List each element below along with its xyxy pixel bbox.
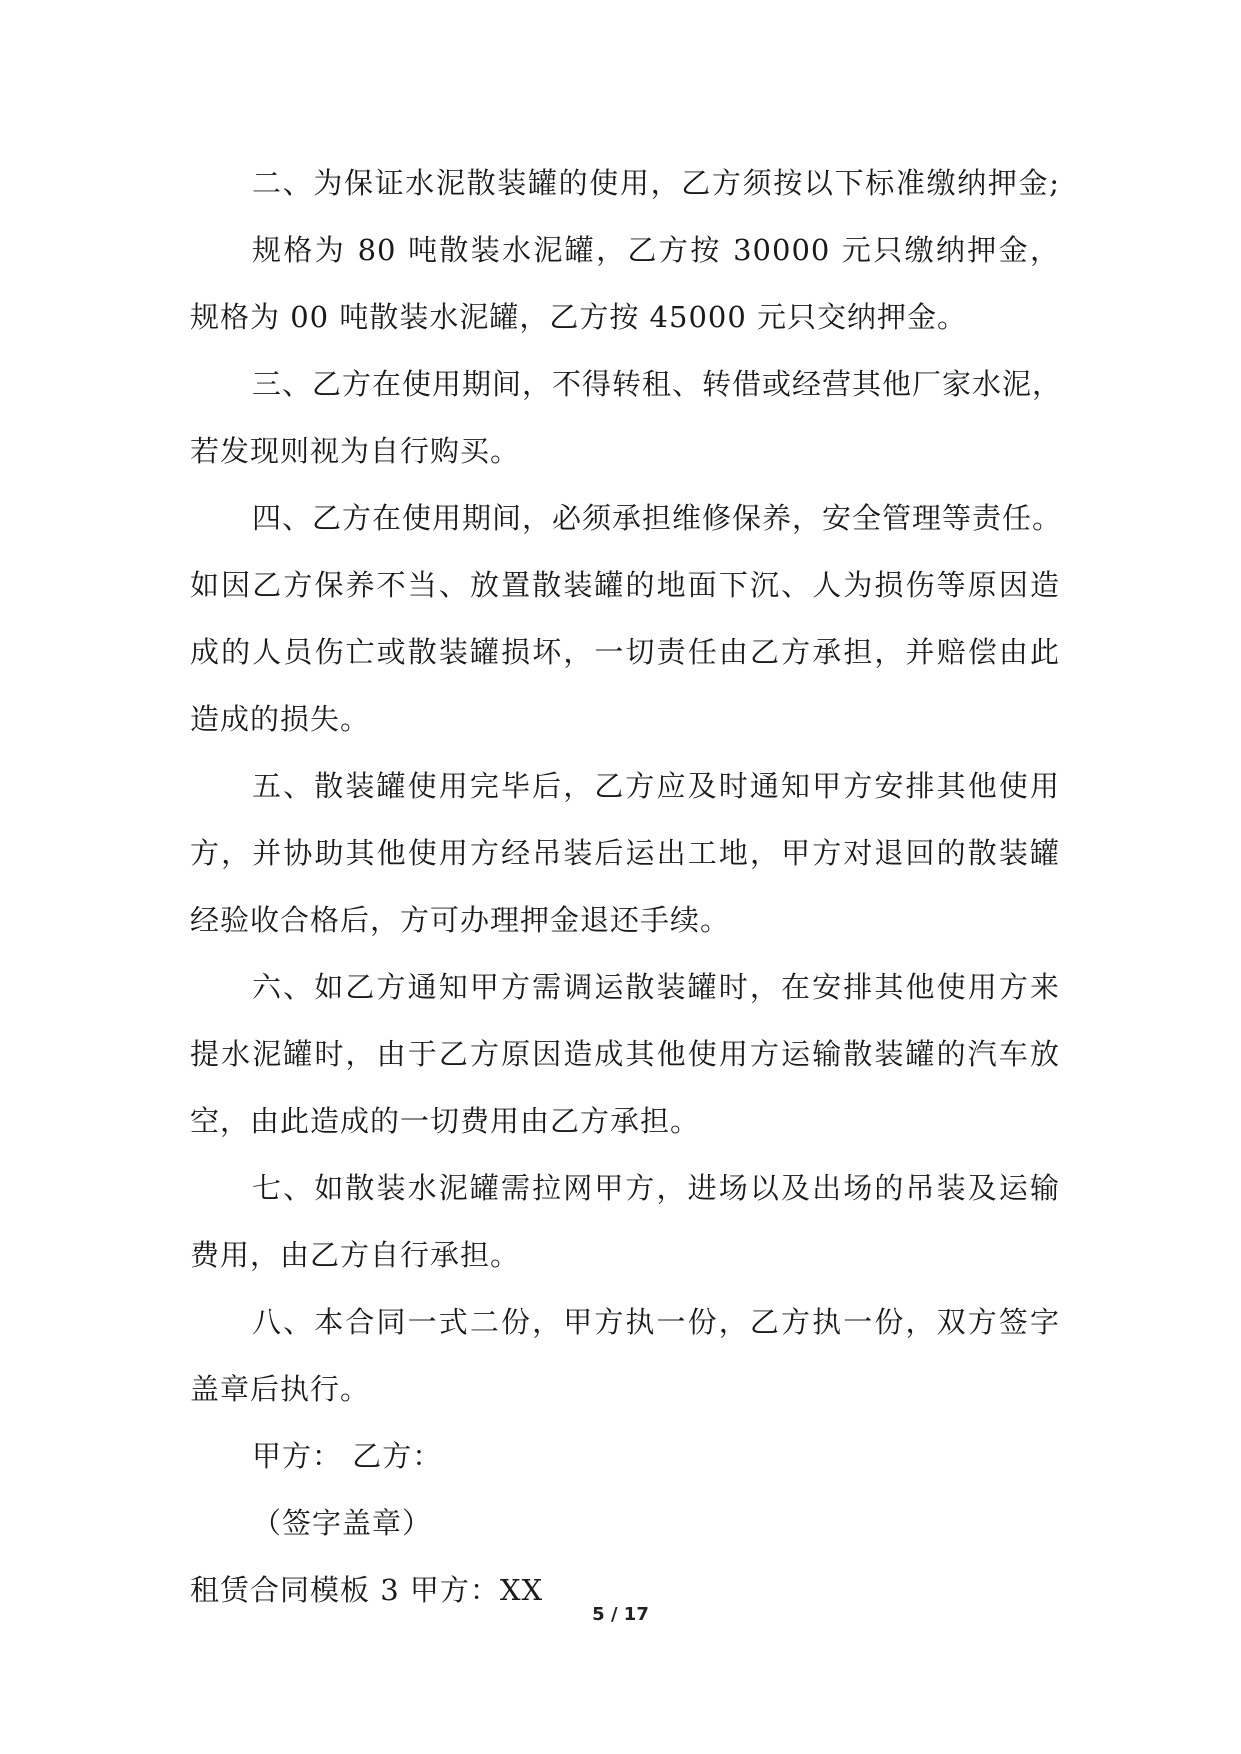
clause-5-line-2: 方，并协助其他使用方经吊装后运出工地，甲方对退回的散装罐: [190, 836, 1060, 870]
page-number: 5 / 17: [592, 1604, 649, 1625]
clause-3-line-1: 三、乙方在使用期间，不得转租、转借或经营其他厂家水泥，: [252, 367, 1063, 401]
clause-8-line-2: 盖章后执行。: [190, 1372, 371, 1406]
clause-5-line-1: 五、散装罐使用完毕后，乙方应及时通知甲方安排其他使用: [252, 769, 1060, 803]
sign-seal-note: （签字盖章）: [252, 1506, 433, 1540]
clause-2-line-2: 规格为 80 吨散装水泥罐，乙方按 30000 元只缴纳押金，: [252, 233, 1060, 267]
clause-8-line-1: 八、本合同一式二份，甲方执一份，乙方执一份，双方签字: [252, 1305, 1060, 1339]
clause-2-line-3: 规格为 00 吨散装水泥罐，乙方按 45000 元只交纳押金。: [190, 300, 968, 334]
clause-7-line-1: 七、如散装水泥罐需拉网甲方，进场以及出场的吊装及运输: [252, 1171, 1060, 1205]
clause-3-line-2: 若发现则视为自行购买。: [190, 434, 521, 468]
clause-2-line-1: 二、为保证水泥散装罐的使用，乙方须按以下标准缴纳押金;: [252, 166, 1060, 200]
clause-6-line-3: 空，由此造成的一切费用由乙方承担。: [190, 1104, 701, 1138]
template-3-heading: 租赁合同模板 3 甲方：XX: [190, 1573, 544, 1607]
clause-6-line-2: 提水泥罐时，由于乙方原因造成其他使用方运输散装罐的汽车放: [190, 1037, 1060, 1071]
clause-4-line-4: 造成的损失。: [190, 702, 371, 736]
party-signatures: 甲方： 乙方：: [252, 1439, 443, 1473]
clause-7-line-2: 费用，由乙方自行承担。: [190, 1238, 521, 1272]
clause-4-line-2: 如因乙方保养不当、放置散装罐的地面下沉、人为损伤等原因造: [190, 568, 1060, 602]
contract-body: [190, 150, 1063, 1624]
clause-6-line-1: 六、如乙方通知甲方需调运散装罐时，在安排其他使用方来: [252, 970, 1060, 1004]
clause-4-line-1: 四、乙方在使用期间，必须承担维修保养，安全管理等责任。: [252, 501, 1063, 535]
clause-5-line-3: 经验收合格后，方可办理押金退还手续。: [190, 903, 731, 937]
clause-4-line-3: 成的人员伤亡或散装罐损坏，一切责任由乙方承担，并赔偿由此: [190, 635, 1060, 669]
